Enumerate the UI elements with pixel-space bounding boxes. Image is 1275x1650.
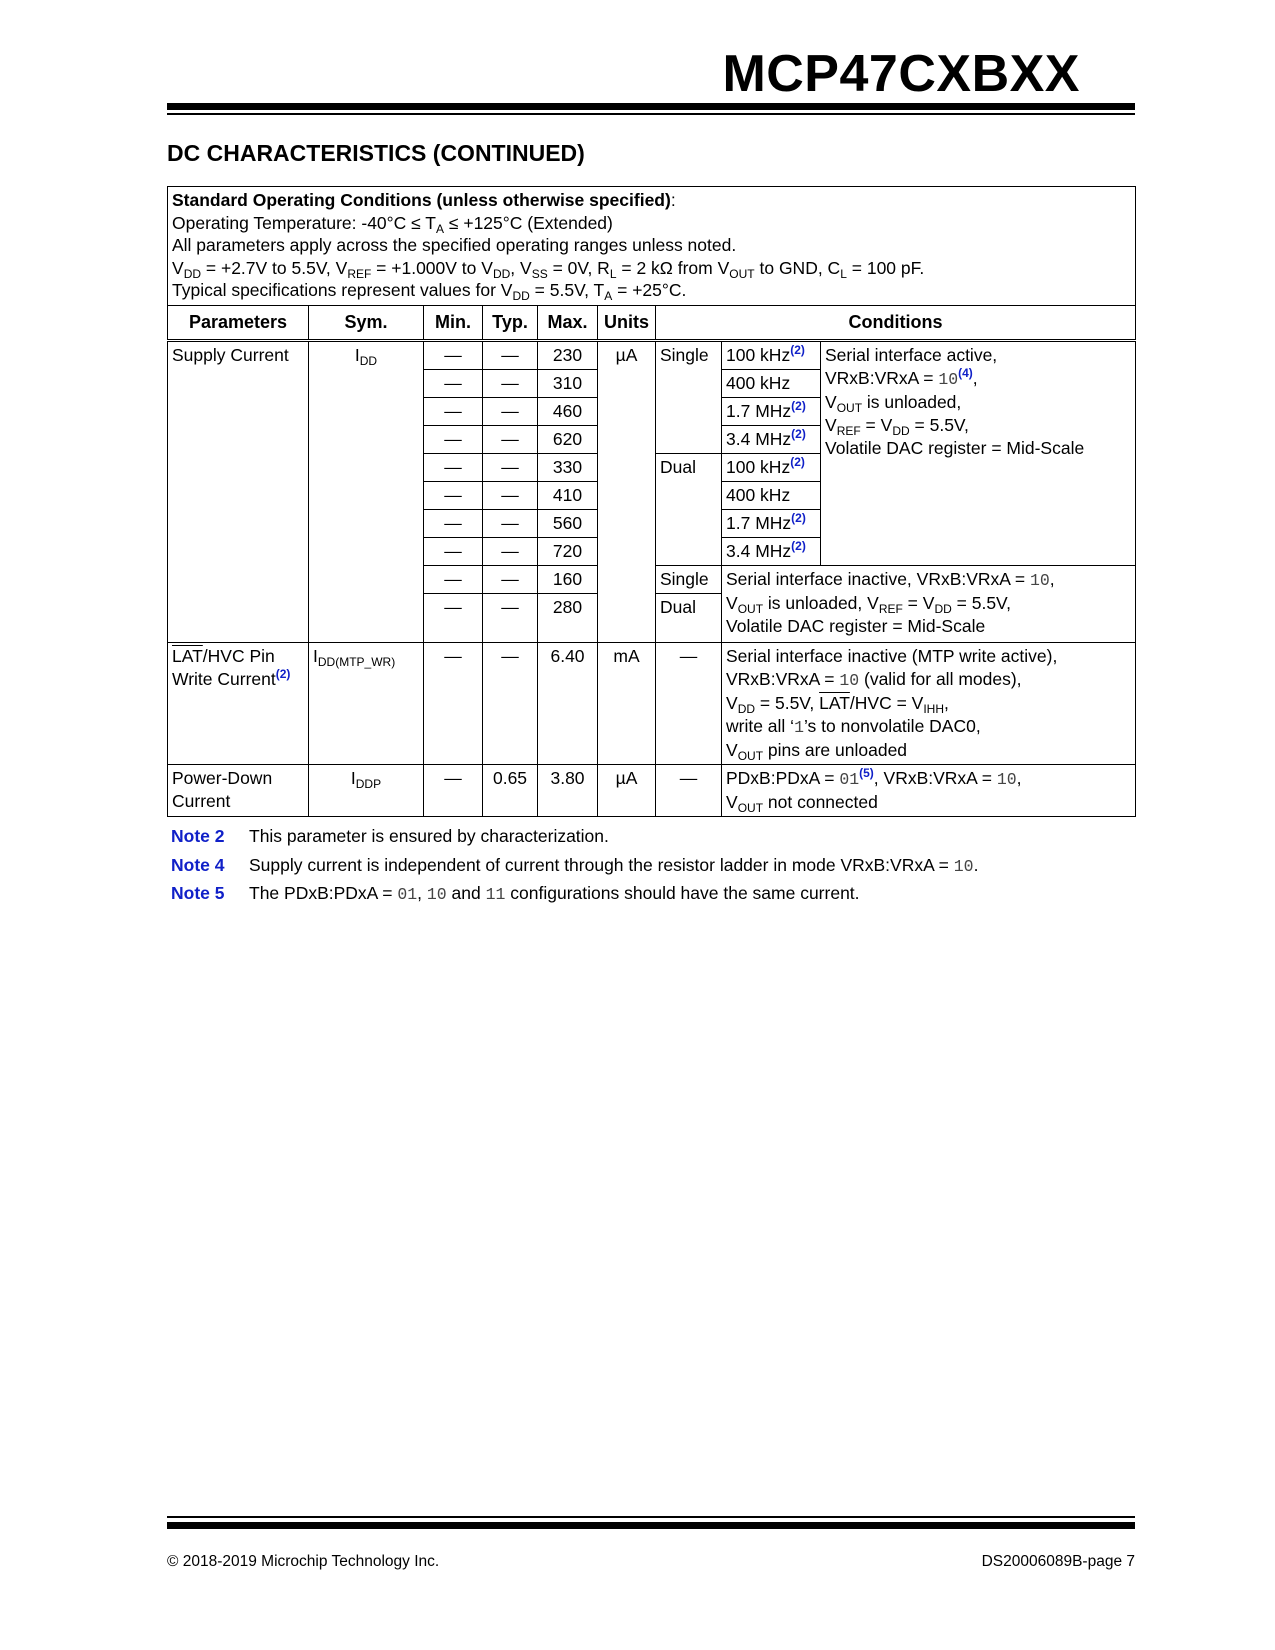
freq-cell: 3.4 MHz$^{(2)}$ — [722, 425, 821, 453]
max-value: 160 — [538, 565, 598, 593]
typ-value: — — [483, 509, 538, 537]
freq-cell: 400 kHz — [722, 481, 821, 509]
typ-value: — — [483, 369, 538, 397]
footer-copyright: © 2018-2019 Microchip Technology Inc. — [167, 1553, 440, 1570]
footer-rule-thick — [167, 1522, 1135, 1529]
col-header-conditions: Conditions — [656, 305, 1136, 340]
operating-conditions: Standard Operating Conditions (unless otherwise specified): Operating Temperature: $-40^\circ C \le T_A \le +125^\circ C$ (Extended) All parameters apply across the specified operating ranges unless noted. $V_{DD} = +2.7V$ to 5.5V, $V_{REF} = +1.000V$ to $V_{DD}$, $V_{SS} = 0V$, $R_L = 2$ kΩ from $V_{OUT}$ to GND, $C_L = 100$ pF. Typical specifications represent values for $V_{DD} = 5.5V$, $T_A = +25^\circ C$. — [168, 187, 1136, 306]
min-value: — — [424, 453, 483, 481]
min-value: — — [424, 537, 483, 565]
cond-pd: PDxB:PDxA = 01$^{(5)}$, VRxB:VRxA = 10, $V_{OUT}$ not connected — [722, 764, 1136, 816]
typ-value: — — [483, 453, 538, 481]
header-rule-thick — [167, 103, 1135, 110]
typ-value: — — [483, 537, 538, 565]
col-header-typ: Typ. — [483, 305, 538, 340]
table-row — [168, 764, 1136, 816]
typ-value: — — [483, 481, 538, 509]
section-title: DC CHARACTERISTICS (CONTINUED) — [167, 140, 585, 166]
note-label[interactable]: Note 5 — [171, 883, 225, 904]
typ-value: — — [483, 340, 538, 369]
note-text: Supply current is independent of current through the resistor ladder in mode VRxB:VRxA = 10. — [249, 854, 979, 876]
freq-cell: 1.7 MHz$^{(2)}$ — [722, 509, 821, 537]
cond-active: Serial interface active, VRxB:VRxA = 10$^{(4)}$, $V_{OUT}$ is unloaded, $V_{REF} = V_{DD} = 5.5V$, Volatile DAC register = Mid-Scale — [821, 340, 1136, 565]
typ-value: — — [483, 642, 538, 764]
max-value: 310 — [538, 369, 598, 397]
min-value: — — [424, 397, 483, 425]
max-value: 460 — [538, 397, 598, 425]
min-value: — — [424, 642, 483, 764]
freq-cell: 400 kHz — [722, 369, 821, 397]
max-value: 410 — [538, 481, 598, 509]
col-header-units: Units — [598, 305, 656, 340]
min-value: — — [424, 369, 483, 397]
max-value: 6.40 — [538, 642, 598, 764]
param-supply-current: Supply Current — [168, 340, 309, 642]
min-value: — — [424, 764, 483, 816]
freq-cell: 100 kHz$^{(2)}$ — [722, 340, 821, 369]
mode-value: — — [656, 642, 722, 764]
min-value: — — [424, 565, 483, 593]
col-header-parameters: Parameters — [168, 305, 309, 340]
sym-idd: $I_{DD}$ — [309, 340, 424, 642]
min-value: — — [424, 340, 483, 369]
operating-conditions-row — [168, 187, 1136, 306]
typ-value: — — [483, 593, 538, 642]
header-rule-thin — [167, 113, 1135, 115]
mode-dual: Dual — [656, 453, 722, 565]
max-value: 620 — [538, 425, 598, 453]
footer-page-number: DS20006089B-page 7 — [981, 1553, 1135, 1570]
min-value: — — [424, 481, 483, 509]
max-value: 280 — [538, 593, 598, 642]
typ-value: — — [483, 425, 538, 453]
units-value: mA — [598, 642, 656, 764]
max-value: 230 — [538, 340, 598, 369]
mode-single: Single — [656, 565, 722, 593]
table-row — [168, 340, 1136, 369]
column-header-row — [168, 305, 1136, 340]
typ-value: — — [483, 565, 538, 593]
param-lat-hvc-write-current: $\overline{LAT}$/HVC Pin Write Current$^{(2)}$ — [168, 642, 309, 764]
typ-value: 0.65 — [483, 764, 538, 816]
col-header-min: Min. — [424, 305, 483, 340]
min-value: — — [424, 425, 483, 453]
note-label[interactable]: Note 2 — [171, 826, 225, 846]
note-text: This parameter is ensured by characterization. — [249, 826, 609, 846]
max-value: 560 — [538, 509, 598, 537]
footer-rule-thin — [167, 1516, 1135, 1518]
max-value: 330 — [538, 453, 598, 481]
cond-lat: Serial interface inactive (MTP write active), VRxB:VRxA = 10 (valid for all modes), $V_{DD} = 5.5V$, $\overline{LAT}$/HVC = $V_{IHH}$, write all ‘1’s to nonvolatile DAC0, $V_{OUT}$ pins are unloaded — [722, 642, 1136, 764]
document-title: MCP47CXBXX — [722, 45, 1080, 103]
col-header-max: Max. — [538, 305, 598, 340]
max-value: 3.80 — [538, 764, 598, 816]
sym-idd-mtp-wr: $I_{DD(MTP\_WR)}$ — [309, 642, 424, 764]
mode-dual: Dual — [656, 593, 722, 642]
col-header-sym: Sym. — [309, 305, 424, 340]
max-value: 720 — [538, 537, 598, 565]
sym-iddp: $I_{DDP}$ — [309, 764, 424, 816]
units-supply: µA — [598, 340, 656, 642]
min-value: — — [424, 509, 483, 537]
note-label[interactable]: Note 4 — [171, 854, 225, 875]
param-power-down-current: Power-Down Current — [168, 764, 309, 816]
dc-characteristics-table — [167, 186, 1136, 817]
typ-value: — — [483, 397, 538, 425]
note-text: The PDxB:PDxA = 01, 10 and 11 configurations should have the same current. — [249, 883, 860, 905]
freq-cell: 3.4 MHz$^{(2)}$ — [722, 537, 821, 565]
mode-single: Single — [656, 340, 722, 453]
freq-cell: 1.7 MHz$^{(2)}$ — [722, 397, 821, 425]
min-value: — — [424, 593, 483, 642]
cond-inactive: Serial interface inactive, VRxB:VRxA = 10, $V_{OUT}$ is unloaded, $V_{REF} = V_{DD} = 5.5V$, Volatile DAC register = Mid-Scale — [722, 565, 1136, 642]
table-row — [168, 642, 1136, 764]
units-value: µA — [598, 764, 656, 816]
mode-value: — — [656, 764, 722, 816]
freq-cell: 100 kHz$^{(2)}$ — [722, 453, 821, 481]
